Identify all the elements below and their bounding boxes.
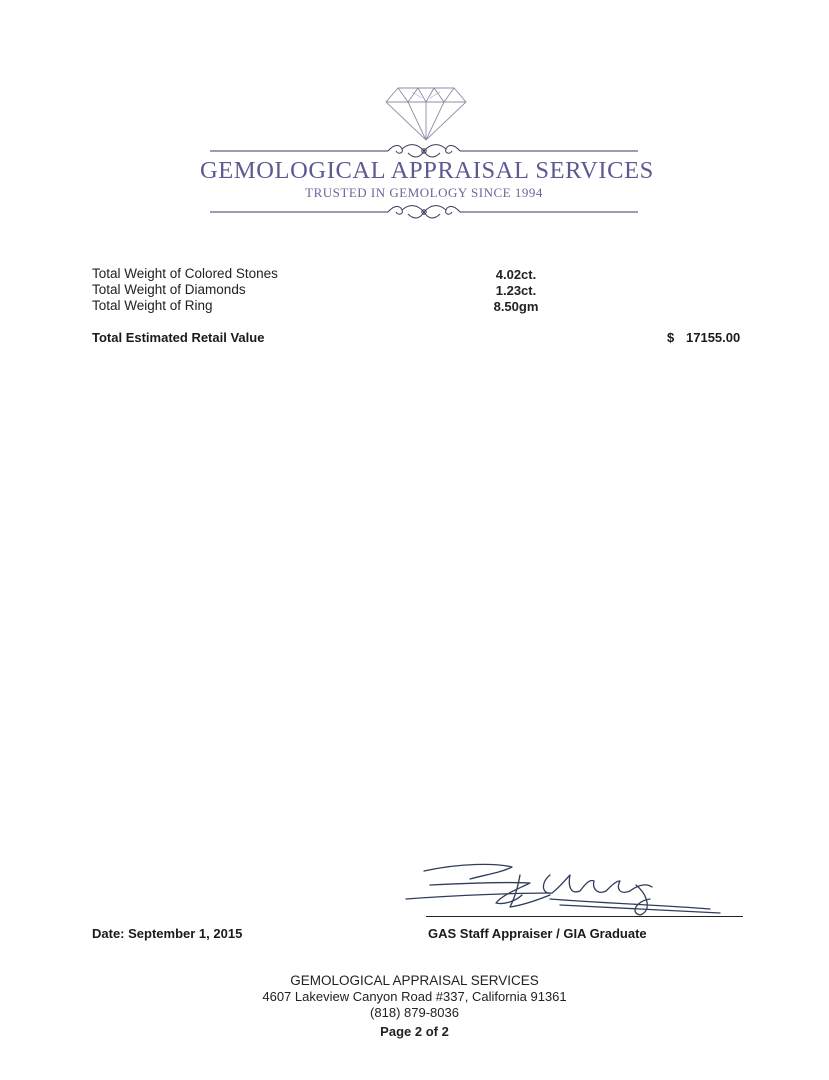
footer-company-name: GEMOLOGICAL APPRAISAL SERVICES xyxy=(290,973,539,988)
diamonds-weight-label: Total Weight of Diamonds xyxy=(92,282,246,297)
ring-weight-value: 8.50gm xyxy=(493,299,539,314)
signature-line xyxy=(426,916,743,917)
total-value-amount: 17155.00 xyxy=(686,330,741,345)
appraiser-signature xyxy=(400,855,745,925)
page-number: Page 2 of 2 xyxy=(380,1024,449,1039)
diamond-logo-icon xyxy=(384,86,468,142)
ring-weight-label: Total Weight of Ring xyxy=(92,298,213,313)
signer-title: GAS Staff Appraiser / GIA Graduate xyxy=(428,926,647,941)
colored-stones-weight-value: 4.02ct. xyxy=(495,267,537,282)
total-value-label: Total Estimated Retail Value xyxy=(92,330,265,345)
bottom-flourish-divider xyxy=(210,201,638,223)
diamonds-weight-value: 1.23ct. xyxy=(495,283,537,298)
colored-stones-weight-label: Total Weight of Colored Stones xyxy=(92,266,278,281)
company-name: GEMOLOGICAL APPRAISAL SERVICES xyxy=(200,157,654,184)
footer-phone: (818) 879-8036 xyxy=(370,1005,459,1020)
total-value-currency: $ xyxy=(667,330,675,345)
company-tagline: TRUSTED IN GEMOLOGY SINCE 1994 xyxy=(305,185,543,200)
appraisal-date: Date: September 1, 2015 xyxy=(92,926,243,941)
footer-address: 4607 Lakeview Canyon Road #337, California 91361 xyxy=(262,989,567,1004)
